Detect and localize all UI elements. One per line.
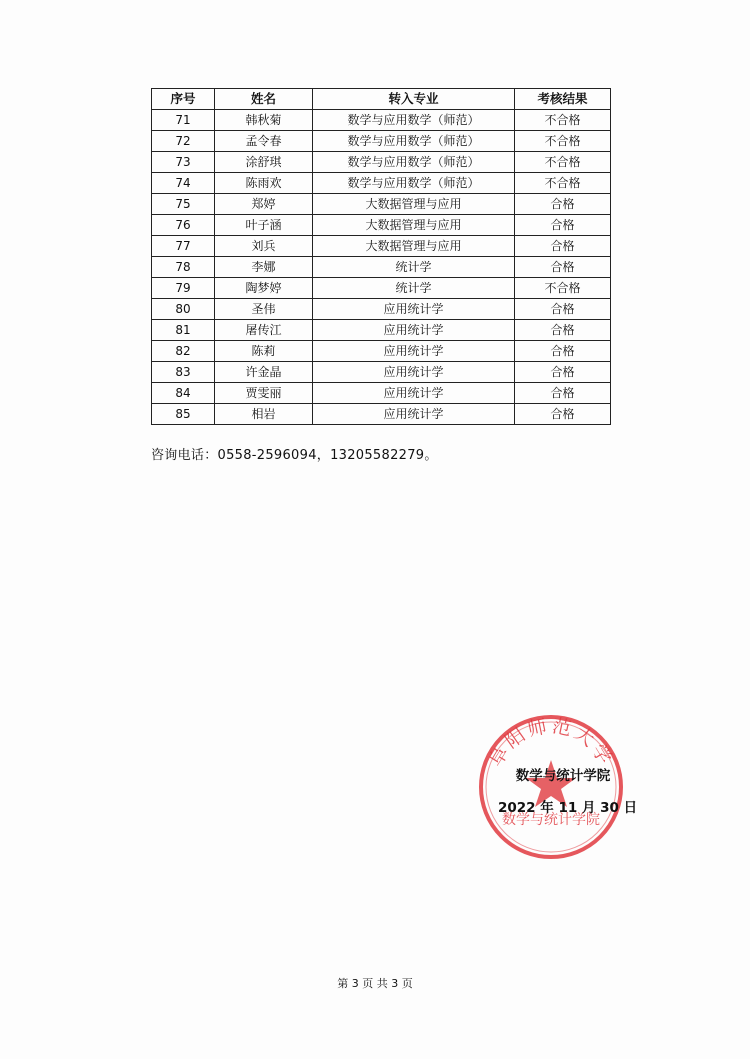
cell-name: 屠传江 xyxy=(215,320,313,341)
cell-index: 81 xyxy=(152,320,215,341)
cell-major: 应用统计学 xyxy=(313,341,515,362)
table-row xyxy=(152,173,611,194)
table-row xyxy=(152,383,611,404)
cell-name: 韩秋菊 xyxy=(215,110,313,131)
header-name: 姓名 xyxy=(215,89,313,110)
table-row xyxy=(152,320,611,341)
header-result: 考核结果 xyxy=(515,89,611,110)
cell-major: 统计学 xyxy=(313,257,515,278)
cell-name: 陈莉 xyxy=(215,341,313,362)
cell-name: 相岩 xyxy=(215,404,313,425)
cell-index: 77 xyxy=(152,236,215,257)
table-row xyxy=(152,299,611,320)
cell-index: 74 xyxy=(152,173,215,194)
cell-result: 不合格 xyxy=(515,110,611,131)
cell-result: 合格 xyxy=(515,257,611,278)
cell-result: 合格 xyxy=(515,383,611,404)
cell-major: 大数据管理与应用 xyxy=(313,194,515,215)
results-table xyxy=(151,88,611,425)
signature-date: 2022 年 11 月 30 日 xyxy=(498,800,638,816)
cell-index: 83 xyxy=(152,362,215,383)
cell-major: 应用统计学 xyxy=(313,404,515,425)
page-number: 第 3 页 共 3 页 xyxy=(337,977,413,990)
cell-index: 71 xyxy=(152,110,215,131)
cell-major: 应用统计学 xyxy=(313,320,515,341)
cell-major: 数学与应用数学（师范） xyxy=(313,152,515,173)
cell-name: 陈雨欢 xyxy=(215,173,313,194)
cell-name: 叶子涵 xyxy=(215,215,313,236)
cell-index: 73 xyxy=(152,152,215,173)
table-row xyxy=(152,236,611,257)
table-row xyxy=(152,404,611,425)
cell-name: 圣伟 xyxy=(215,299,313,320)
table-row xyxy=(152,110,611,131)
cell-major: 应用统计学 xyxy=(313,383,515,404)
table-row xyxy=(152,341,611,362)
header-index: 序号 xyxy=(152,89,215,110)
cell-major: 应用统计学 xyxy=(313,362,515,383)
cell-result: 合格 xyxy=(515,320,611,341)
cell-name: 郑婷 xyxy=(215,194,313,215)
cell-result: 合格 xyxy=(515,362,611,383)
cell-index: 72 xyxy=(152,131,215,152)
cell-result: 不合格 xyxy=(515,131,611,152)
table-row xyxy=(152,278,611,299)
cell-name: 孟令春 xyxy=(215,131,313,152)
svg-text:阜阳师范大学: 阜阳师范大学 xyxy=(484,714,618,771)
cell-major: 数学与应用数学（师范） xyxy=(313,131,515,152)
cell-major: 统计学 xyxy=(313,278,515,299)
signature-department: 数学与统计学院 xyxy=(515,768,611,784)
table-row xyxy=(152,362,611,383)
table-row xyxy=(152,215,611,236)
cell-index: 85 xyxy=(152,404,215,425)
cell-major: 数学与应用数学（师范） xyxy=(313,173,515,194)
cell-result: 不合格 xyxy=(515,278,611,299)
cell-name: 许金晶 xyxy=(215,362,313,383)
table-row xyxy=(152,194,611,215)
cell-major: 数学与应用数学（师范） xyxy=(313,110,515,131)
cell-name: 涂舒琪 xyxy=(215,152,313,173)
cell-name: 李娜 xyxy=(215,257,313,278)
table-row xyxy=(152,257,611,278)
cell-result: 合格 xyxy=(515,299,611,320)
cell-result: 不合格 xyxy=(515,173,611,194)
cell-name: 贾雯丽 xyxy=(215,383,313,404)
cell-result: 合格 xyxy=(515,341,611,362)
cell-result: 不合格 xyxy=(515,152,611,173)
cell-result: 合格 xyxy=(515,404,611,425)
table-row xyxy=(152,131,611,152)
svg-text:数学与统计学院: 数学与统计学院 xyxy=(502,812,600,828)
cell-major: 应用统计学 xyxy=(313,299,515,320)
cell-index: 80 xyxy=(152,299,215,320)
header-major: 转入专业 xyxy=(313,89,515,110)
cell-result: 合格 xyxy=(515,194,611,215)
cell-index: 82 xyxy=(152,341,215,362)
cell-index: 84 xyxy=(152,383,215,404)
cell-index: 79 xyxy=(152,278,215,299)
cell-result: 合格 xyxy=(515,236,611,257)
cell-result: 合格 xyxy=(515,215,611,236)
cell-index: 75 xyxy=(152,194,215,215)
signature-block xyxy=(498,760,638,824)
table-row xyxy=(152,152,611,173)
cell-name: 刘兵 xyxy=(215,236,313,257)
cell-index: 76 xyxy=(152,215,215,236)
cell-index: 78 xyxy=(152,257,215,278)
table-body xyxy=(152,110,611,425)
contact-phone: 咨询电话：0558-2596094，13205582279。 xyxy=(151,448,438,463)
table-header-row xyxy=(152,89,611,110)
cell-major: 大数据管理与应用 xyxy=(313,215,515,236)
cell-name: 陶梦婷 xyxy=(215,278,313,299)
cell-major: 大数据管理与应用 xyxy=(313,236,515,257)
